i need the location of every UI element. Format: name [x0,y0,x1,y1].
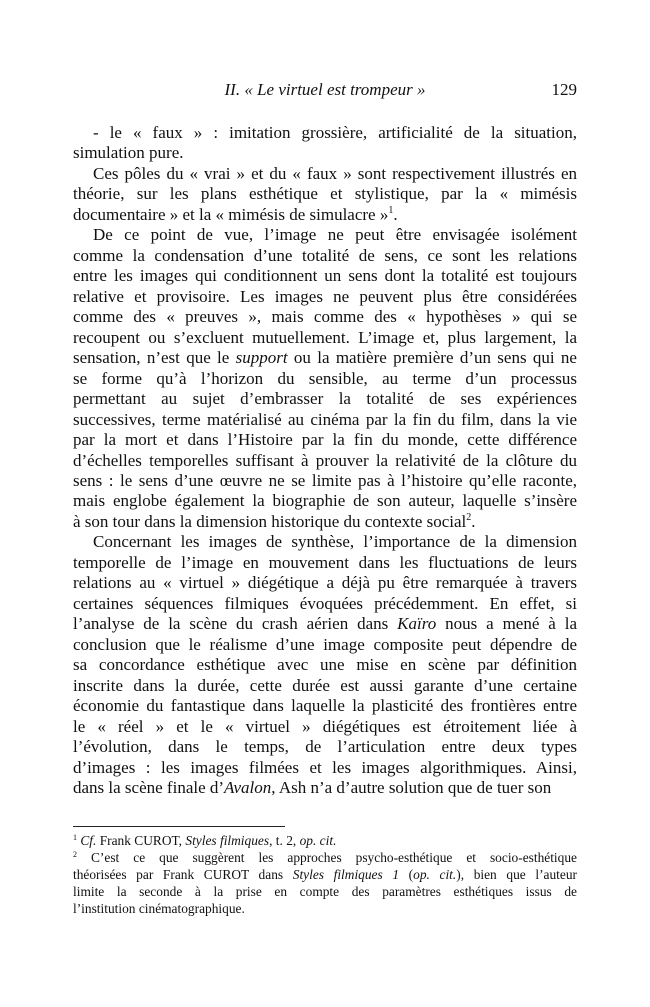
footnote [73,832,577,849]
text-segment: ou la matière première d’un sens qui ne [287,348,577,368]
text-segment: comme des « preuves », mais comme des « hypothèses » qui se [73,307,577,327]
text-segment: d’échelles temporelles suffisant à prouver la relativité de la clôture du [73,450,577,470]
footnote [73,849,577,917]
text-segment: à son tour dans la dimension historique du contexte social [73,511,467,531]
text-line [73,287,577,307]
text-line [73,758,577,778]
text-line [73,553,577,573]
paragraph [73,225,577,532]
text-segment: le « réel » et le « virtuel » diégétiques est étroitement liée à [73,716,577,736]
footnotes [73,832,577,917]
text-line [73,246,577,266]
text-line [73,512,577,532]
text-line [73,184,577,204]
text-segment: Ces pôles du « vrai » et du « faux » sont respectivement illustrés en [93,163,577,183]
paragraph [73,164,577,225]
text-line [73,123,577,143]
text-segment: entre les images qui conditionnent un sens dont la totalité est toujours [73,266,577,286]
text-segment: - le « faux » : imitation grossière, artificialité de la situation, [93,123,577,142]
footnote-reference: 2 [466,511,472,523]
text-line [73,614,577,634]
text-segment: l’analyse de la scène du crash aérien dans [73,614,398,634]
text-segment: temporelle de l’image en mouvement dans les fluctuations de leurs [73,552,577,572]
italic-text: op. cit. [413,867,457,882]
text-line [73,676,577,696]
text-segment: théorisées par Frank CUROT dans [73,867,293,882]
italic-text: Kaïro [397,614,437,634]
body-text [73,123,577,798]
text-line [73,655,577,675]
text-line [73,832,577,849]
text-segment: Frank CUROT, [96,833,186,848]
text-segment: permettant au sujet d’embrasser la totalité de ses expériences [73,389,577,409]
text-segment: économie du fantastique dans laquelle la plasticité des frontières entre [73,696,577,716]
text-line [73,225,577,245]
footnote-separator [73,826,285,827]
text-segment: théorie, sur les plans esthétique et stylistique, par la « mimésis [73,184,577,204]
text-segment: limite la seconde à la prise en compte des paramètres esthétiques issus de [73,884,577,899]
text-segment: . [393,204,398,224]
text-segment: l’évolution, dans le temps, de l’articulation entre deux types [73,737,577,757]
footnote-reference: 1 [388,204,394,216]
text-line [73,430,577,450]
text-line [73,369,577,389]
text-segment: comme la condensation d’une totalité de sens, ce sont les relations [73,245,577,265]
text-line [73,849,577,866]
paragraph [73,123,577,164]
text-line [73,778,577,798]
text-line [73,532,577,552]
text-line [73,471,577,491]
text-segment: nous a mené à la [436,614,577,634]
text-segment: l’institution cinématographique. [73,901,245,916]
text-segment: ( [399,867,414,882]
text-line [73,866,577,883]
text-line [73,737,577,757]
italic-text: Cf. [80,833,97,848]
text-segment: Concernant les images de synthèse, l’importance de la dimension [93,532,577,552]
text-segment: par la mort et dans l’Histoire par la fin du monde, cette différence [73,430,577,450]
text-segment: . [471,511,476,531]
text-line [73,696,577,716]
text-segment: sensation, n’est que le [73,348,236,368]
text-segment: relations au « virtuel » diégétique a déjà pu être remarquée à travers [73,573,577,593]
text-line [73,883,577,900]
text-segment: simulation pure. [73,143,184,163]
text-line [73,205,577,225]
page-number: 129 [551,80,577,99]
text-line [73,573,577,593]
text-segment: , t. 2, [269,833,300,848]
text-line [73,164,577,184]
text-segment: certaines séquences filmiques évoquées précédemment. En effet, si [73,593,577,613]
text-segment: recoupent ou s’excluent mutuellement. L’image et, plus largement, la [73,327,577,347]
text-line [73,328,577,348]
text-line [73,389,577,409]
text-segment: C’est ce que suggèrent les approches psycho-esthétique et socio-esthétique [77,850,577,865]
text-line [73,491,577,511]
footnote-reference: 1 [73,833,77,842]
text-segment: inscrite dans la durée, cette durée est aussi garante d’une certaine [73,675,577,695]
text-segment: ), bien que l’auteur [456,867,577,882]
text-line [73,635,577,655]
paragraph [73,532,577,798]
text-line [73,451,577,471]
text-segment: mais englobe également la biographie de son auteur, laquelle s’insère [73,491,577,511]
text-segment: dans la scène finale d’ [73,778,225,797]
text-segment: , Ash n’a d’autre solution que de tuer son [271,778,552,797]
text-segment: documentaire » et la « mimésis de simulacre » [73,204,389,224]
text-line [73,266,577,286]
italic-text: Styles filmiques 1 [292,867,400,882]
text-segment: d’images : les images filmées et les images algorithmiques. Ainsi, [73,757,577,777]
text-line [73,717,577,737]
text-segment: conclusion que le réalisme d’une image composite peut dépendre de [73,634,577,654]
text-line [73,900,577,917]
text-segment: sa concordance esthétique avec une mise en scène par définition [73,655,577,675]
text-segment: successives, terme matérialisé au cinéma par la fin du film, dans la vie [73,409,577,429]
text-segment: De ce point de vue, l’image ne peut être envisagée isolément [93,225,577,245]
text-line [73,594,577,614]
italic-text: Avalon [224,778,272,797]
text-segment: sens : le sens d’une œuvre ne se limite pas à l’histoire qu’elle raconte, [73,470,577,490]
text-line [73,348,577,368]
italic-text: Styles filmiques [185,833,270,848]
text-segment: relative et provisoire. Les images ne peuvent plus être considérées [73,286,577,306]
text-line [73,307,577,327]
italic-text: support [235,348,288,368]
text-line [73,143,577,163]
italic-text: op. cit. [299,833,337,848]
running-header-title: II. « Le virtuel est trompeur » [224,80,426,99]
footnote-reference: 2 [73,850,77,859]
text-segment: se forme qu’à l’horizon du sensible, au terme d’un processus [73,368,577,388]
text-line [73,410,577,430]
